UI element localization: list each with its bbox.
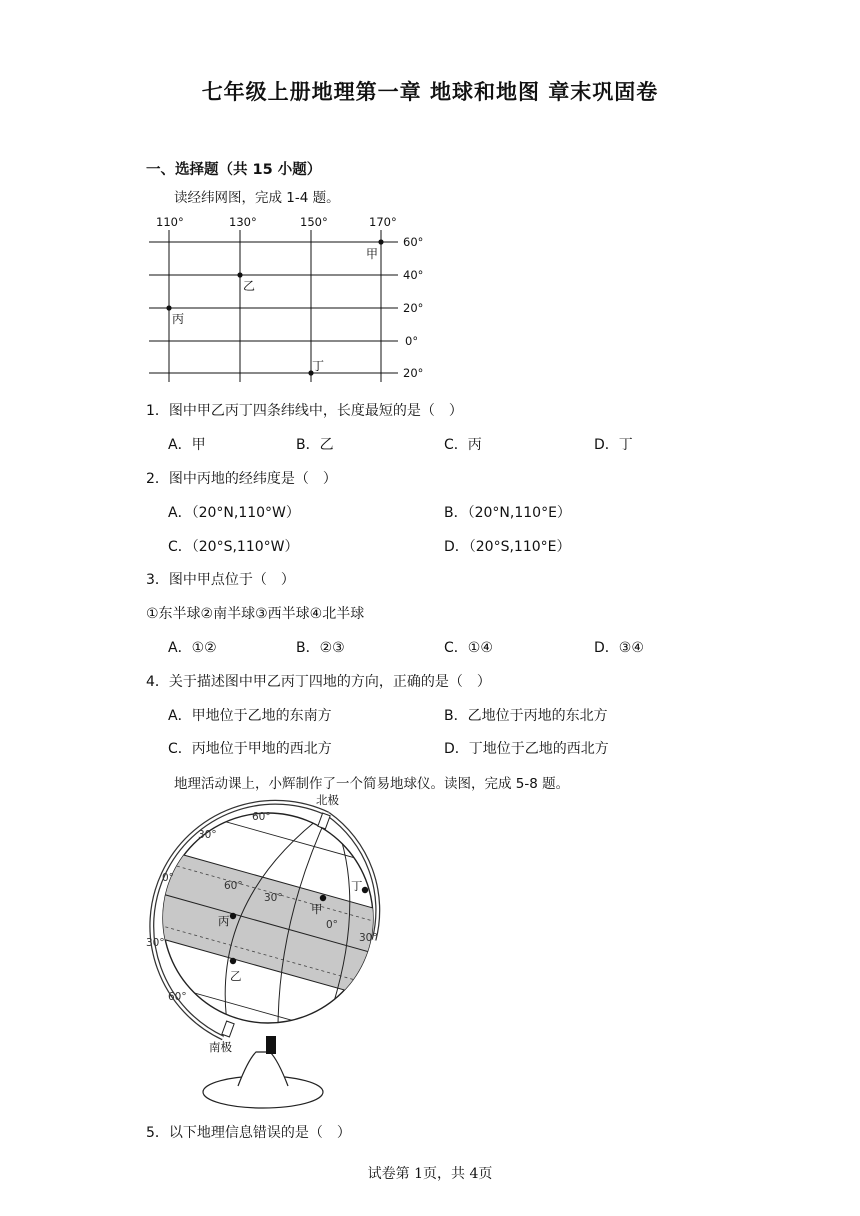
- grid-lines: [149, 230, 398, 382]
- label-bing: 丙: [172, 312, 185, 326]
- page-footer: 试卷第 1页，共 4页: [367, 1166, 493, 1182]
- question-3-statements: ①东半球②南半球③西半球④北半球: [146, 606, 365, 622]
- lat-label-0: 0°: [162, 872, 174, 884]
- globe-label-ding: 丁: [351, 879, 363, 893]
- option-2b[interactable]: B．（20°N,110°E）: [444, 505, 571, 521]
- section-heading: 一、选择题（共 15 小题）: [146, 162, 322, 178]
- graticule-figure: [140, 208, 440, 388]
- option-1d[interactable]: D．丁: [594, 437, 633, 453]
- page-title: 七年级上册地理第一章 地球和地图 章末巩固卷: [201, 80, 659, 104]
- option-2a[interactable]: A．（20°N,110°W）: [168, 505, 300, 521]
- lon-label-60: 60°: [224, 880, 243, 892]
- lat-label-60n: 60°: [252, 811, 271, 823]
- question-5: 5．以下地理信息错误的是（ ）: [146, 1125, 351, 1141]
- option-3b[interactable]: B．②③: [296, 640, 345, 656]
- option-2c[interactable]: C．（20°S,110°W）: [168, 539, 299, 555]
- globe-label-yi: 乙: [230, 969, 242, 983]
- south-pole-label: 南极: [209, 1040, 232, 1054]
- globe-point-yi: [230, 958, 236, 964]
- lon-label: 150°: [300, 215, 328, 229]
- option-3d[interactable]: D．③④: [594, 640, 644, 656]
- option-1b[interactable]: B．乙: [296, 437, 334, 453]
- question-1: 1．图中甲乙丙丁四条纬线中，长度最短的是（ ）: [146, 403, 463, 419]
- globe-stand: [238, 1052, 288, 1086]
- question-3: 3．图中甲点位于（ ）: [146, 572, 295, 588]
- option-1a[interactable]: A．甲: [168, 437, 206, 453]
- lat-label-60s: 60°: [168, 991, 187, 1003]
- option-4a[interactable]: A．甲地位于乙地的东南方: [168, 708, 332, 724]
- intro-grid: 读经纬网图，完成 1-4 题。: [174, 190, 340, 206]
- globe-figure: [138, 790, 400, 1120]
- label-ding: 丁: [312, 359, 325, 373]
- lat-label: 0°: [405, 334, 419, 348]
- lon-label: 170°: [369, 215, 397, 229]
- lon-label-30e: 30°: [359, 932, 378, 944]
- axis-south: [222, 1021, 234, 1037]
- label-yi: 乙: [243, 279, 256, 293]
- lat-label: 40°: [403, 268, 424, 282]
- point-bing: [166, 305, 171, 310]
- point-jia: [378, 239, 383, 244]
- lat-label: 20°: [403, 301, 424, 315]
- point-yi: [237, 272, 242, 277]
- globe-label-bing: 丙: [218, 914, 230, 928]
- lat-label-30n: 30°: [198, 829, 217, 841]
- label-jia: 甲: [366, 247, 379, 261]
- option-3a[interactable]: A．①②: [168, 640, 217, 656]
- question-4: 4．关于描述图中甲乙丙丁四地的方向，正确的是（ ）: [146, 674, 491, 690]
- option-2d[interactable]: D．（20°S,110°E）: [444, 539, 571, 555]
- option-4b[interactable]: B．乙地位于丙地的东北方: [444, 708, 608, 724]
- lat-label: 60°: [403, 235, 424, 249]
- globe-stem: [266, 1036, 276, 1054]
- lat-label-30s: 30°: [146, 937, 165, 949]
- lat-label: 20°: [403, 366, 424, 380]
- intro-globe: 地理活动课上，小辉制作了一个简易地球仪。读图，完成 5-8 题。: [174, 776, 570, 792]
- globe-label-jia: 甲: [311, 902, 323, 916]
- globe-point-bing: [230, 913, 236, 919]
- globe-point-jia: [320, 895, 326, 901]
- option-1c[interactable]: C．丙: [444, 437, 482, 453]
- globe-point-ding: [362, 887, 368, 893]
- option-3c[interactable]: C．①④: [444, 640, 493, 656]
- lon-label: 130°: [229, 215, 257, 229]
- option-4c[interactable]: C．丙地位于甲地的西北方: [168, 741, 332, 757]
- north-pole-label: 北极: [316, 793, 339, 807]
- question-2: 2．图中丙地的经纬度是（ ）: [146, 471, 337, 487]
- axis-north: [318, 813, 330, 829]
- lon-label: 110°: [156, 215, 184, 229]
- lon-label-30: 30°: [264, 892, 283, 904]
- lon-label-0: 0°: [326, 919, 338, 931]
- option-4d[interactable]: D．丁地位于乙地的西北方: [444, 741, 609, 757]
